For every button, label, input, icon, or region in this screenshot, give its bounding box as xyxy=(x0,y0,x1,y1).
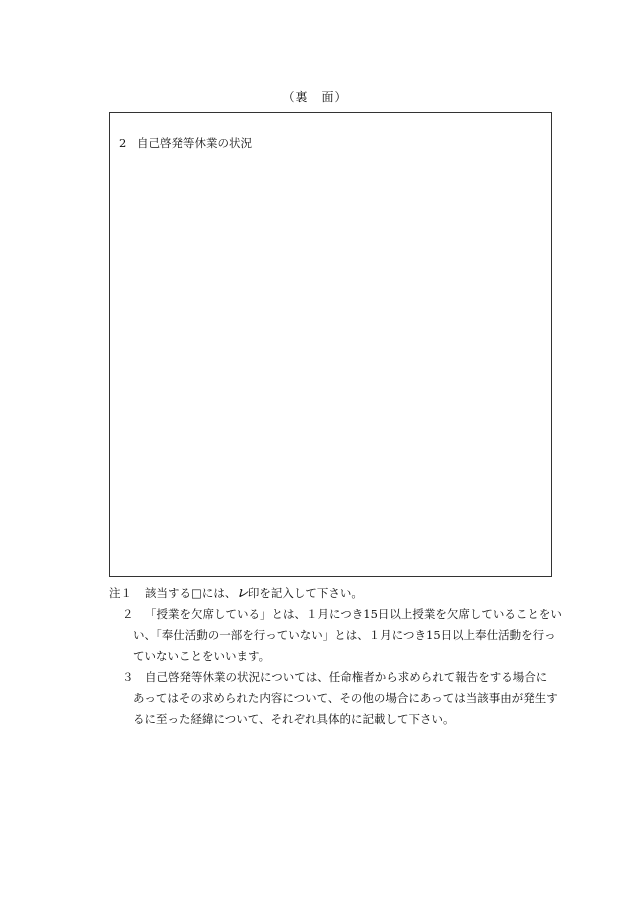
note-1 xyxy=(109,583,559,604)
note-2-line-3: ていないことをいいます。 xyxy=(133,649,271,663)
note-2-line-1: 「授業を欠席している」とは、１月につき15日以上授業を欠席していることをい xyxy=(145,607,562,621)
note-3 xyxy=(109,667,559,688)
note-3-line-3: るに至った経緯について、それぞれ具体的に記載して下さい。 xyxy=(133,712,455,726)
note-2 xyxy=(109,604,562,625)
note-1-text-before: 該当する□には、 xyxy=(145,586,237,600)
note-3-line-1: 自己啓発等休業の状況については、任命権者から求められて報告をする場合に xyxy=(145,670,548,684)
section-heading-label: 自己啓発等休業の状況 xyxy=(137,136,252,150)
section-number: 2 xyxy=(119,136,127,150)
note-2-line-2: い、「奉仕活動の一部を行っていない」とは、１月につき15日以上奉仕活動を行っ xyxy=(133,628,556,642)
status-entry-box[interactable] xyxy=(109,112,552,577)
check-mark-icon: レ xyxy=(236,586,248,600)
notes xyxy=(109,583,562,730)
note-3-number: ３ xyxy=(122,670,134,684)
note-1-text-after: 印を記入して下さい。 xyxy=(247,586,363,600)
note-1-prefix: 注１ xyxy=(109,586,132,600)
note-2-number: ２ xyxy=(122,607,134,621)
page-title: （裏 面） xyxy=(282,90,348,104)
note-3-line-2: あってはその求められた内容について、その他の場合にあっては当該事由が発生す xyxy=(133,691,558,705)
section-heading xyxy=(119,135,252,151)
